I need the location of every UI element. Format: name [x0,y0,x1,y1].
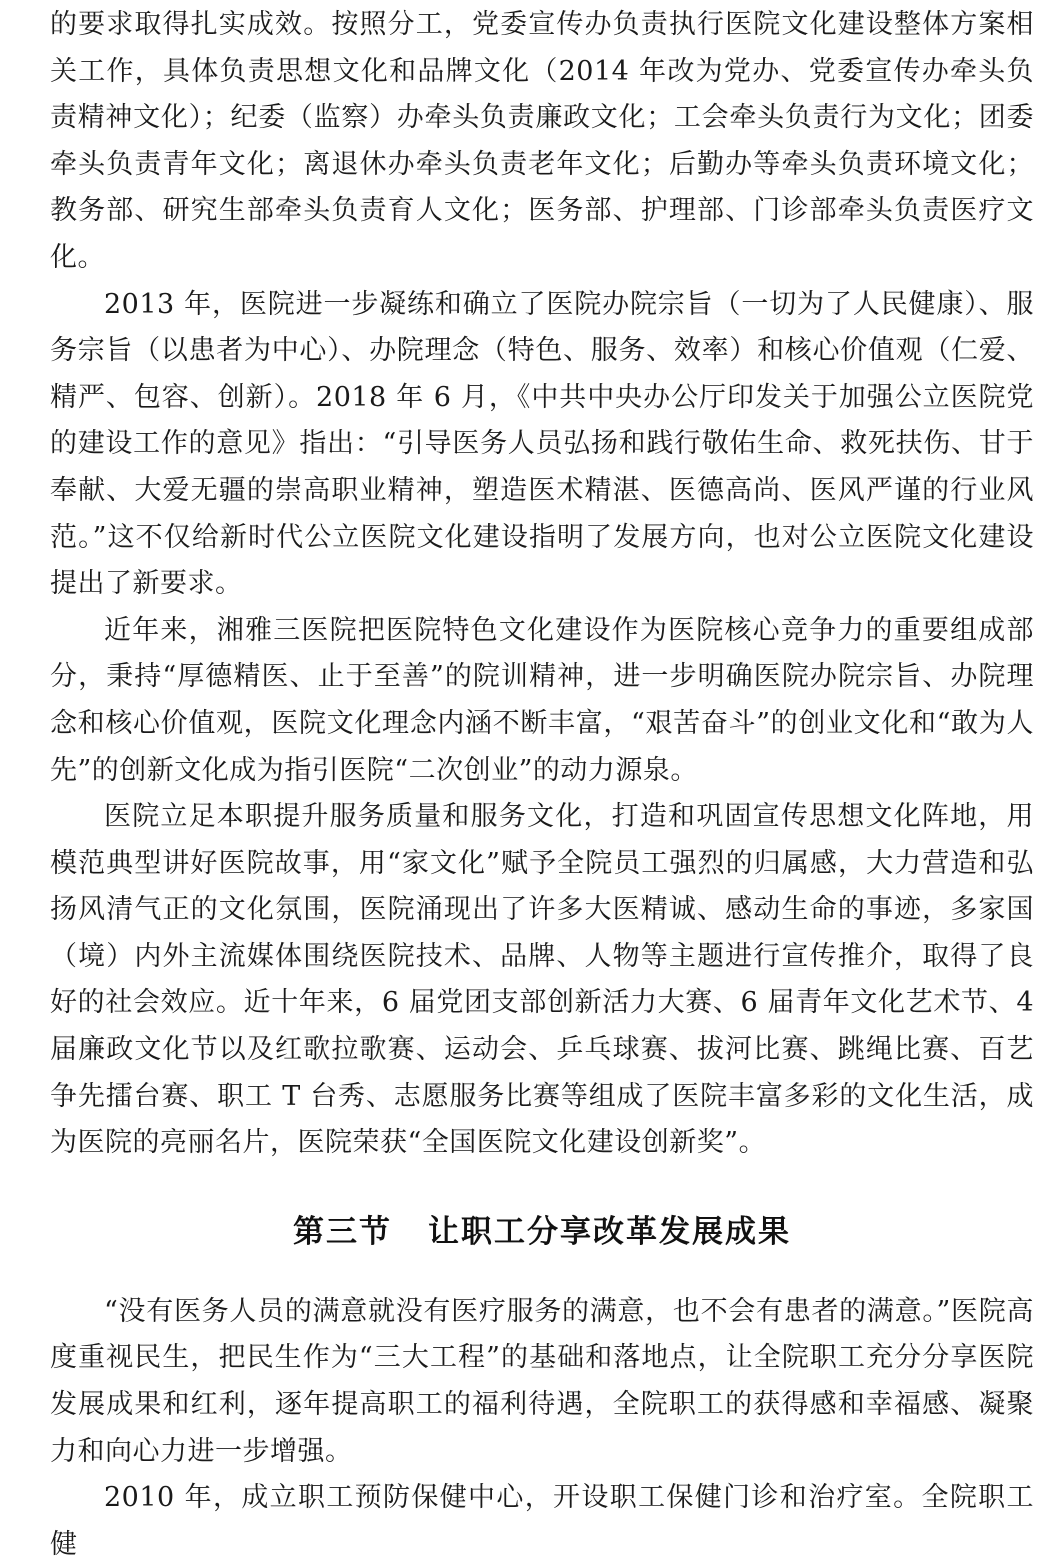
paragraph: 近年来，湘雅三医院把医院特色文化建设作为医院核心竞争力的重要组成部分，秉持“厚德精医、止于至善”的院训精神，进一步明确医院办院宗旨、办院理念和核心价值观，医院文化理念内涵不断丰富，“艰苦奋斗”的创业文化和“敢为人先”的创新文化成为指引医院“二次创业”的动力源泉。 [50,614,1034,786]
paragraph: 2013 年，医院进一步凝练和确立了医院办院宗旨（一切为了人民健康）、服务宗旨（以患者为中心）、办院理念（特色、服务、效率）和核心价值观（仁爱、精严、包容、创新）。2018 年 6 月，《中共中央办公厅印发关于加强公立医院党的建设工作的意见》指出：“引导医务人员弘扬和践行敬佑生命、救死扶伤、甘于奉献、大爱无疆的崇高职业精神，塑造医术精湛、医德高尚、医风严谨的行业风范。”这不仅给新时代公立医院文化建设指明了发展方向，也对公立医院文化建设提出了新要求。 [50,288,1034,600]
paragraph: 的要求取得扎实成效。按照分工，党委宣传办负责执行医院文化建设整体方案相关工作，具体负责思想文化和品牌文化（2014 年改为党办、党委宣传办牵头负责精神文化）；纪委（监察）办牵头负责廉政文化；工会牵头负责行为文化；团委牵头负责青年文化；离退休办牵头负责老年文化；后勤办等牵头负责环境文化；教务部、研究生部牵头负责育人文化；医务部、护理部、门诊部牵头负责医疗文化。 [50,9,1034,273]
section-number: 第三节 [293,1213,392,1250]
paragraph: 2010 年，成立职工预防保健中心，开设职工保健门诊和治疗室。全院职工健 [50,1482,1034,1560]
document-page [50,0,1034,1560]
paragraph: 医院立足本职提升服务质量和服务文化，打造和巩固宣传思想文化阵地，用模范典型讲好医院故事，用“家文化”赋予全院员工强烈的归属感，大力营造和弘扬风清气正的文化氛围，医院涌现出了许多大医精诚、感动生命的事迹，多家国（境）内外主流媒体围绕医院技术、品牌、人物等主题进行宣传推介，取得了良好的社会效应。近十年来，6 届党团支部创新活力大赛、6 届青年文化艺术节、4 届廉政文化节以及红歌拉歌赛、运动会、乒乓球赛、拔河比赛、跳绳比赛、百艺争先擂台赛、职工 T 台秀、志愿服务比赛等组成了医院丰富多彩的文化生活，成为医院的亮丽名片，医院荣获“全国医院文化建设创新奖”。 [50,801,1034,1159]
section-heading [50,1209,1034,1255]
section-title: 让职工分享改革发展成果 [428,1213,791,1250]
paragraph: “没有医务人员的满意就没有医疗服务的满意，也不会有患者的满意。”医院高度重视民生，把民生作为“三大工程”的基础和落地点，让全院职工充分分享医院发展成果和红利，逐年提高职工的福利待遇，全院职工的获得感和幸福感、凝聚力和向心力进一步增强。 [50,1295,1034,1467]
